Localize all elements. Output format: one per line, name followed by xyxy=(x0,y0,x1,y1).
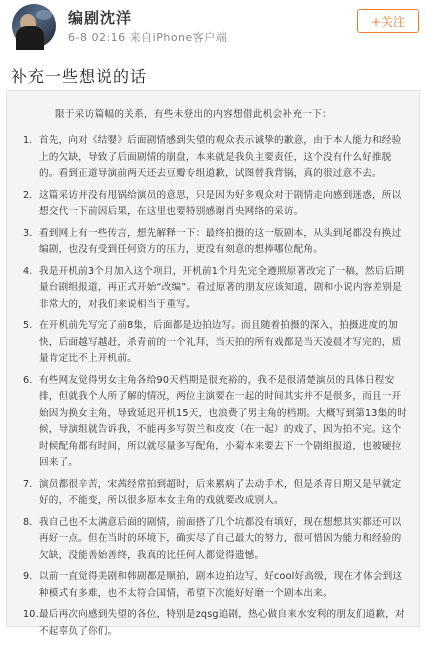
paragraph-number: 10. xyxy=(23,609,39,620)
paragraph xyxy=(23,477,407,510)
paragraph xyxy=(23,264,407,314)
paragraph xyxy=(23,188,407,221)
username[interactable]: 编剧沈洋 xyxy=(68,9,133,27)
follow-button[interactable]: +关注 xyxy=(357,9,419,33)
avatar-bg-shape xyxy=(36,10,52,20)
paragraph-number: 6. xyxy=(23,374,33,386)
document-image xyxy=(6,90,420,637)
paragraph-text: 首先，向对《结婴》后面剧情感到失望的观众表示诚挚的歉意，由于本人能力和经验上的欠缺，导致了后面剧情的崩盘，本来就是我负主要责任，这个没有什么好推脱的。看到正道导演前两天还去豆瓣专组道歉，试图替我背锅，真的很过意不去。 xyxy=(39,135,402,179)
document-content xyxy=(23,103,407,645)
paragraph xyxy=(23,607,407,640)
paragraph-text: 我是开机前3个月加入这个项目，开机前1个月先完全遵照原著改完了一稿，然后后期量台剧组报道，再正式开始“改编”。看过原著的朋友应该知道，剧和小说内容差别是非常大的，对我们来说相当于重写。 xyxy=(39,265,405,310)
paragraph xyxy=(23,133,407,183)
paragraph-text: 以前一直觉得美剧和韩剧都是顺拍，剧本边拍边写，好cool好高级，现在才体会到这种模式有多难，也不太符合国情，希望下次能好好磨一个剧本出来。 xyxy=(39,571,403,599)
post-meta: 6-8 02:16 来自iPhone客户端 xyxy=(68,31,228,44)
paragraph xyxy=(23,373,407,472)
post-header xyxy=(0,0,426,50)
paragraph-number: 4. xyxy=(23,265,33,277)
paragraph-text: 最后再次向感到失望的各位，特别是zqsg追剧，热心做自来水安利的朋友们道歉，对不起辜负了你们。 xyxy=(39,609,405,637)
paragraph-number: 3. xyxy=(23,227,33,239)
document-intro: 限于采访篇幅的关系，有些未登出的内容想借此机会补充一下： xyxy=(55,109,333,120)
paragraph-text: 这篇采访并没有甩锅给演员的意思，只是因为好多观众对于剧情走向感到迷惑，所以想交代一下前因后果，在这里也要特别感谢肖央网络的采访。 xyxy=(39,189,402,217)
paragraph xyxy=(23,515,407,565)
paragraph-number: 5. xyxy=(23,320,33,331)
paragraph xyxy=(23,318,407,368)
paragraph xyxy=(23,226,407,259)
paragraph-text: 有些网友觉得男女主角各给90天档期是很充裕的，我不是很清楚演员的具体日程安排，但就我个人所了解的情况，两位主演要在一起的时间其实并不是很多，而且一开始因为换女主角，导致延迟开机15天，也浪费了男主角的档期。大概写到第13集的时候，导演组就告诉我，不能再多写贺兰和皮皮（在一起）的戏了，因为拍不完。这个时候配角都有时间，所以就尽量多写配角，小菊本来要去下一个剧组报道，也被硬拉回来了。 xyxy=(39,374,407,468)
paragraph-text: 演员都很辛苦，宋茜经常拍到超时，后来累病了去动手术，但是杀青日期又是早就定好的，不能变，所以很多原本女主角的戏就要改成别人。 xyxy=(39,478,402,506)
paragraph-text: 看到网上有一些传言，想先解释一下：最终拍摄的这一版剧本，从头到尾都没有换过编剧，也没有受到任何资方的压力，更没有刻意的想捧哪位配角。 xyxy=(39,227,402,255)
paragraph-text: 我自己也不太满意后面的剧情，前面搭了几个坑都没有填好，现在想想其实都还可以再好一点。但在当时的环境下，确实尽了自己最大的努力，很可惜因为能力和经验的欠缺，没能善始善终，我真的比任何人都觉得遗憾。 xyxy=(39,516,402,561)
avatar-body xyxy=(16,26,44,50)
avatar[interactable] xyxy=(12,4,56,48)
paragraph xyxy=(23,569,407,602)
paragraph-number: 8. xyxy=(23,516,33,528)
paragraph-number: 7. xyxy=(23,478,33,490)
paragraph-number: 1. xyxy=(23,135,33,146)
paragraph-text: 在开机前先写完了前8集，后面都是边拍边写。而且随着拍摄的深入，拍摄进度的加快，后面越写越赶，杀青前的一个礼拜，当天拍的所有戏都是当天凌晨才写完的，质量肯定比不上开机前。 xyxy=(39,320,402,364)
paragraph-number: 9. xyxy=(23,571,33,582)
post-title: 补充一些想说的话 xyxy=(11,67,148,86)
paragraph-number: 2. xyxy=(23,189,33,201)
